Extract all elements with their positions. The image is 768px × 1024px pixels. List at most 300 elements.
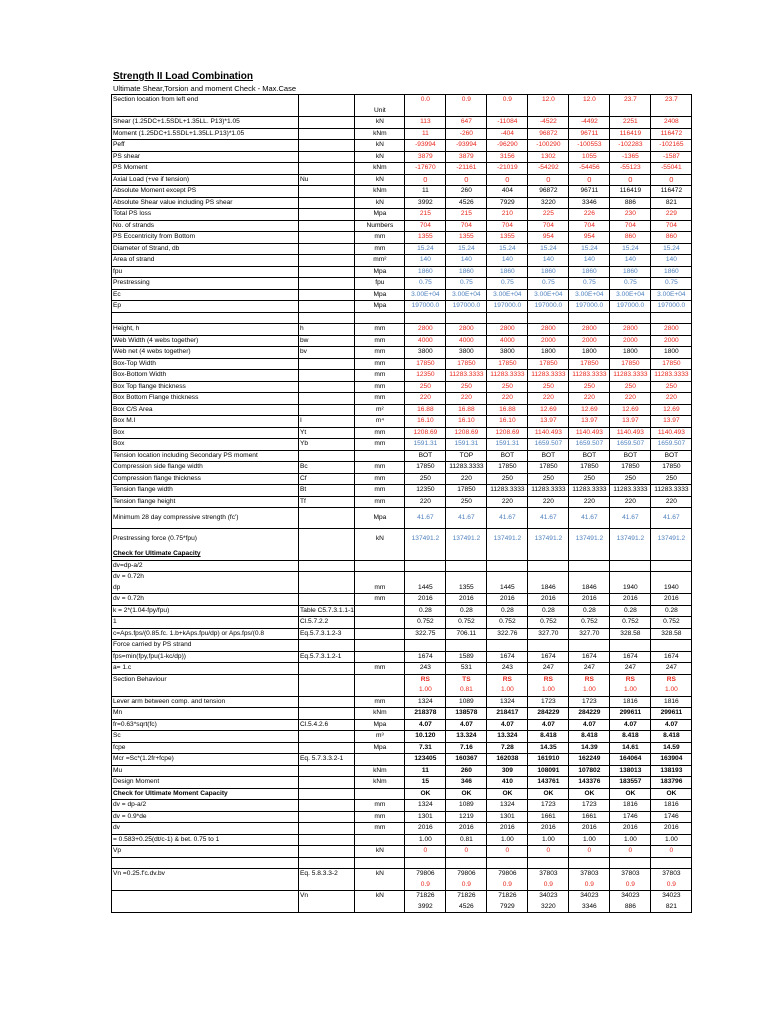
value-cell: 0.75 <box>486 278 527 290</box>
table-row <box>112 427 692 439</box>
row-symbol <box>299 255 355 267</box>
value-cell: 3220 <box>527 197 568 209</box>
row-unit <box>354 788 404 800</box>
value-cell: 1089 <box>445 800 486 812</box>
table-row <box>112 640 692 652</box>
row-unit <box>354 549 404 560</box>
row-unit: kNm <box>354 708 404 720</box>
row-symbol <box>299 209 355 221</box>
value-cell <box>486 312 527 324</box>
value-cell: 954 <box>568 232 609 244</box>
value-cell: 0 <box>404 174 445 186</box>
row-symbol <box>299 393 355 405</box>
row-label: Section Behaviour <box>112 674 299 685</box>
table-row <box>112 416 692 428</box>
value-cell: -54292 <box>527 163 568 175</box>
value-cell: 71826 <box>486 891 527 902</box>
value-cell <box>650 857 691 869</box>
row-unit: mm <box>354 324 404 336</box>
row-unit: Mpa <box>354 719 404 731</box>
value-cell <box>486 106 527 117</box>
value-cell: 17850 <box>404 358 445 370</box>
value-cell: 704 <box>650 220 691 232</box>
value-cell: 197000.0 <box>486 301 527 313</box>
value-cell: -55041 <box>650 163 691 175</box>
value-cell: 161910 <box>527 754 568 766</box>
value-cell: 96711 <box>568 128 609 140</box>
row-unit <box>354 95 404 106</box>
row-symbol: I <box>299 416 355 428</box>
value-cell: 2016 <box>445 823 486 835</box>
value-cell: 346 <box>445 777 486 789</box>
value-cell: BOT <box>527 450 568 462</box>
value-cell: 2016 <box>568 823 609 835</box>
value-cell: 17850 <box>650 462 691 474</box>
value-cell: 11283.3333 <box>609 485 650 497</box>
value-cell: 1723 <box>527 800 568 812</box>
value-cell: 12.0 <box>527 95 568 106</box>
value-cell: 7929 <box>486 197 527 209</box>
row-label: Compression side flange width <box>112 462 299 474</box>
row-symbol <box>299 301 355 313</box>
table-row <box>112 708 692 720</box>
value-cell: 3879 <box>445 151 486 163</box>
row-label: fpu <box>112 266 299 278</box>
value-cell: 17850 <box>609 358 650 370</box>
value-cell: -21161 <box>445 163 486 175</box>
value-cell: 3879 <box>404 151 445 163</box>
value-cell: 197000.0 <box>404 301 445 313</box>
value-cell: 2800 <box>609 324 650 336</box>
value-cell: 1659.507 <box>609 439 650 451</box>
row-label: Shear (1.25DC+1.5SDL+1.35LL. P13)*1.05 <box>112 117 299 129</box>
table-row <box>112 324 692 336</box>
row-unit <box>354 902 404 913</box>
value-cell: 3.00E+04 <box>650 289 691 301</box>
value-cell: 704 <box>404 220 445 232</box>
value-cell: 17850 <box>527 358 568 370</box>
value-cell: 821 <box>650 197 691 209</box>
value-cell: -55123 <box>609 163 650 175</box>
value-cell: 299611 <box>609 708 650 720</box>
value-cell: 0 <box>404 846 445 858</box>
value-cell: OK <box>445 788 486 800</box>
value-cell: 0.28 <box>445 605 486 617</box>
row-unit: Unit <box>354 106 404 117</box>
row-unit: m⁴ <box>354 416 404 428</box>
value-cell: 0.75 <box>404 278 445 290</box>
table-row <box>112 572 692 583</box>
value-cell: 1674 <box>486 651 527 663</box>
value-cell: 1674 <box>609 651 650 663</box>
row-unit: kNm <box>354 128 404 140</box>
value-cell: 14.61 <box>609 742 650 754</box>
row-symbol <box>299 243 355 255</box>
value-cell: 41.67 <box>404 508 445 529</box>
value-cell: 3.00E+04 <box>568 289 609 301</box>
value-cell <box>486 560 527 572</box>
value-cell: 0 <box>486 846 527 858</box>
value-cell: 4.07 <box>527 719 568 731</box>
value-cell: 1846 <box>527 583 568 594</box>
value-cell <box>527 572 568 583</box>
row-unit: kN <box>354 869 404 880</box>
row-unit: kN <box>354 151 404 163</box>
row-symbol <box>299 572 355 583</box>
row-symbol <box>299 128 355 140</box>
table-row <box>112 370 692 382</box>
value-cell: 162038 <box>486 754 527 766</box>
value-cell <box>650 560 691 572</box>
row-unit: mm <box>354 243 404 255</box>
table-row <box>112 549 692 560</box>
value-cell: RS <box>527 674 568 685</box>
row-label: dv <box>112 823 299 835</box>
value-cell <box>568 560 609 572</box>
value-cell: 1591.31 <box>445 439 486 451</box>
value-cell: 17850 <box>568 462 609 474</box>
value-cell: 1860 <box>404 266 445 278</box>
value-cell <box>445 572 486 583</box>
value-cell: 3.00E+04 <box>404 289 445 301</box>
row-label: dv = 0.9*de <box>112 811 299 823</box>
value-cell <box>527 560 568 572</box>
row-unit: Mpa <box>354 209 404 221</box>
value-cell: 1355 <box>445 583 486 594</box>
row-symbol <box>299 902 355 913</box>
row-label: Section location from left end <box>112 95 299 106</box>
row-symbol <box>299 289 355 301</box>
value-cell: 1723 <box>568 696 609 708</box>
row-symbol <box>299 560 355 572</box>
row-label: Total PS loss <box>112 209 299 221</box>
value-cell: 1589 <box>445 651 486 663</box>
table-row <box>112 106 692 117</box>
value-cell: 0.28 <box>486 605 527 617</box>
value-cell: 0.75 <box>568 278 609 290</box>
sheet-subtitle: Ultimate Shear,Torsion and moment Check - Max.Case <box>113 84 296 93</box>
value-cell <box>650 106 691 117</box>
row-label: Check for Ultimate Capacity <box>112 549 299 560</box>
value-cell <box>486 572 527 583</box>
row-unit <box>354 754 404 766</box>
value-cell: 0.9 <box>527 880 568 891</box>
value-cell: 220 <box>404 393 445 405</box>
value-cell: 11283.3333 <box>486 485 527 497</box>
row-unit: mm <box>354 696 404 708</box>
value-cell: 0.9 <box>609 880 650 891</box>
table-row <box>112 393 692 405</box>
row-label: Tension flange width <box>112 485 299 497</box>
value-cell: 1860 <box>486 266 527 278</box>
row-symbol <box>299 685 355 696</box>
row-label <box>112 902 299 913</box>
value-cell: 41.67 <box>609 508 650 529</box>
value-cell: 16.88 <box>445 404 486 416</box>
value-cell: 260 <box>445 765 486 777</box>
value-cell: 218378 <box>404 708 445 720</box>
value-cell: 11283.3333 <box>527 370 568 382</box>
value-cell: 41.67 <box>445 508 486 529</box>
value-cell: 1140.493 <box>609 427 650 439</box>
row-symbol: Cl.5.4.2.6 <box>299 719 355 731</box>
value-cell: 197000.0 <box>445 301 486 313</box>
value-cell: 12.69 <box>609 404 650 416</box>
row-symbol <box>299 140 355 152</box>
row-label: dv = dp-a/2 <box>112 800 299 812</box>
value-cell: 1846 <box>568 583 609 594</box>
value-cell <box>445 106 486 117</box>
table-row <box>112 674 692 685</box>
row-unit: mm <box>354 370 404 382</box>
table-row <box>112 583 692 594</box>
row-unit <box>354 450 404 462</box>
value-cell: OK <box>650 788 691 800</box>
row-symbol <box>299 381 355 393</box>
value-cell: 17850 <box>486 358 527 370</box>
value-cell: -404 <box>486 128 527 140</box>
value-cell: 137491.2 <box>568 529 609 550</box>
value-cell: 0 <box>445 174 486 186</box>
row-label: Absolute Shear value including PS shear <box>112 197 299 209</box>
value-cell: 299611 <box>650 708 691 720</box>
value-cell: 0.75 <box>650 278 691 290</box>
row-label: Diameter of Strand, db <box>112 243 299 255</box>
table-row <box>112 243 692 255</box>
value-cell: 3800 <box>486 347 527 359</box>
row-unit <box>354 572 404 583</box>
value-cell: 1.00 <box>404 685 445 696</box>
value-cell: 250 <box>445 496 486 508</box>
value-cell: -17670 <box>404 163 445 175</box>
value-cell: 107802 <box>568 765 609 777</box>
table-row <box>112 381 692 393</box>
value-cell: 220 <box>609 496 650 508</box>
value-cell: 37803 <box>527 869 568 880</box>
value-cell: 1324 <box>486 696 527 708</box>
value-cell: 0 <box>486 174 527 186</box>
value-cell: 0.752 <box>527 617 568 629</box>
value-cell: BOT <box>650 450 691 462</box>
table-row <box>112 823 692 835</box>
row-label: Vp <box>112 846 299 858</box>
value-cell: 140 <box>568 255 609 267</box>
value-cell: 284229 <box>568 708 609 720</box>
row-label: Check for Ultimate Moment Capacity <box>112 788 299 800</box>
row-label: k = 2*(1.04-fpy/fpu) <box>112 605 299 617</box>
row-unit <box>354 605 404 617</box>
row-unit: Mpa <box>354 301 404 313</box>
value-cell: 0.9 <box>568 880 609 891</box>
value-cell <box>650 572 691 583</box>
value-cell: 3156 <box>486 151 527 163</box>
value-cell: 143761 <box>527 777 568 789</box>
value-cell: 1.00 <box>609 834 650 846</box>
table-row <box>112 358 692 370</box>
value-cell: 12350 <box>404 485 445 497</box>
row-unit: Mpa <box>354 742 404 754</box>
table-row <box>112 846 692 858</box>
table-row <box>112 685 692 696</box>
value-cell: 1661 <box>527 811 568 823</box>
value-cell: 1.00 <box>650 685 691 696</box>
value-cell: 116472 <box>650 186 691 198</box>
value-cell: 1940 <box>609 583 650 594</box>
table-row <box>112 347 692 359</box>
value-cell: 1591.31 <box>486 439 527 451</box>
row-unit: kNm <box>354 777 404 789</box>
value-cell: 247 <box>568 663 609 675</box>
value-cell: 220 <box>609 393 650 405</box>
value-cell: 13.324 <box>486 731 527 743</box>
value-cell: 1659.507 <box>650 439 691 451</box>
value-cell: 1208.69 <box>445 427 486 439</box>
value-cell <box>609 312 650 324</box>
value-cell: 1219 <box>445 811 486 823</box>
row-symbol <box>299 857 355 869</box>
value-cell: 1591.31 <box>404 439 445 451</box>
value-cell: 250 <box>527 473 568 485</box>
value-cell: 243 <box>404 663 445 675</box>
row-unit: mm <box>354 232 404 244</box>
value-cell: 226 <box>568 209 609 221</box>
table-row <box>112 128 692 140</box>
value-cell: OK <box>404 788 445 800</box>
table-row <box>112 811 692 823</box>
value-cell: 1816 <box>609 800 650 812</box>
value-cell: 41.67 <box>568 508 609 529</box>
value-cell: 1674 <box>568 651 609 663</box>
row-label: Tension flange height <box>112 496 299 508</box>
row-unit: kN <box>354 197 404 209</box>
value-cell: 37803 <box>568 869 609 880</box>
table-row <box>112 289 692 301</box>
value-cell: 11283.3333 <box>486 370 527 382</box>
value-cell: 260 <box>445 186 486 198</box>
value-cell: 0.81 <box>445 685 486 696</box>
value-cell: -4492 <box>568 117 609 129</box>
value-cell: 322.76 <box>486 628 527 640</box>
value-cell: 140 <box>404 255 445 267</box>
value-cell: 197000.0 <box>609 301 650 313</box>
value-cell <box>568 549 609 560</box>
value-cell: 1.00 <box>486 834 527 846</box>
value-cell: 71826 <box>445 891 486 902</box>
table-row <box>112 220 692 232</box>
value-cell: 2800 <box>445 324 486 336</box>
value-cell <box>404 857 445 869</box>
table-row <box>112 605 692 617</box>
row-symbol <box>299 663 355 675</box>
value-cell: 2016 <box>445 594 486 606</box>
row-label: Mcr =Sc*(1.2fr+fcpe) <box>112 754 299 766</box>
value-cell: RS <box>650 674 691 685</box>
value-cell: 17850 <box>568 358 609 370</box>
row-symbol <box>299 696 355 708</box>
row-symbol <box>299 880 355 891</box>
value-cell: OK <box>568 788 609 800</box>
row-symbol: Cf <box>299 473 355 485</box>
value-cell: 15.24 <box>609 243 650 255</box>
row-label: Web net (4 webs together) <box>112 347 299 359</box>
value-cell: 140 <box>609 255 650 267</box>
value-cell: 327.70 <box>527 628 568 640</box>
value-cell: 250 <box>445 381 486 393</box>
value-cell: 3346 <box>568 197 609 209</box>
value-cell: 2016 <box>650 594 691 606</box>
value-cell: 17850 <box>650 358 691 370</box>
value-cell: 1324 <box>404 800 445 812</box>
value-cell <box>486 640 527 652</box>
row-symbol <box>299 765 355 777</box>
value-cell: 116419 <box>609 128 650 140</box>
value-cell: 0.752 <box>568 617 609 629</box>
row-symbol <box>299 312 355 324</box>
value-cell: 8.418 <box>527 731 568 743</box>
value-cell: 860 <box>650 232 691 244</box>
value-cell: 41.67 <box>527 508 568 529</box>
value-cell: 243 <box>486 663 527 675</box>
value-cell: 1208.69 <box>404 427 445 439</box>
value-cell: 17850 <box>404 462 445 474</box>
value-cell: 1.00 <box>527 834 568 846</box>
value-cell: 0.752 <box>404 617 445 629</box>
table-row <box>112 163 692 175</box>
table-row <box>112 301 692 313</box>
value-cell: 34023 <box>527 891 568 902</box>
value-cell: 14.59 <box>650 742 691 754</box>
value-cell: 250 <box>650 381 691 393</box>
value-cell: 0.9 <box>486 95 527 106</box>
row-unit: mm <box>354 393 404 405</box>
value-cell: 247 <box>609 663 650 675</box>
value-cell: 12.0 <box>568 95 609 106</box>
value-cell: 0.75 <box>445 278 486 290</box>
value-cell: 0.752 <box>445 617 486 629</box>
row-symbol: Yt <box>299 427 355 439</box>
value-cell: BOT <box>609 450 650 462</box>
value-cell: 0.75 <box>527 278 568 290</box>
value-cell: 96872 <box>527 128 568 140</box>
value-cell: RS <box>486 674 527 685</box>
value-cell: -1587 <box>650 151 691 163</box>
row-label: Mu <box>112 765 299 777</box>
table-row <box>112 508 692 529</box>
value-cell <box>445 857 486 869</box>
table-row <box>112 174 692 186</box>
row-label: Moment (1.25DC+1.5SDL+1.35LL.P13)*1.05 <box>112 128 299 140</box>
table-row <box>112 663 692 675</box>
value-cell <box>486 549 527 560</box>
value-cell: 41.67 <box>486 508 527 529</box>
row-unit: kN <box>354 891 404 902</box>
value-cell: 0.9 <box>445 95 486 106</box>
value-cell: 12.69 <box>527 404 568 416</box>
value-cell: 4526 <box>445 902 486 913</box>
value-cell: 162249 <box>568 754 609 766</box>
value-cell: 220 <box>650 393 691 405</box>
row-symbol <box>299 823 355 835</box>
value-cell: 2016 <box>404 823 445 835</box>
value-cell: 3.00E+04 <box>527 289 568 301</box>
value-cell: 197000.0 <box>650 301 691 313</box>
table-row <box>112 117 692 129</box>
value-cell: 15.24 <box>486 243 527 255</box>
value-cell: 4.07 <box>568 719 609 731</box>
table-row <box>112 869 692 880</box>
row-symbol <box>299 811 355 823</box>
value-cell: 16.88 <box>486 404 527 416</box>
